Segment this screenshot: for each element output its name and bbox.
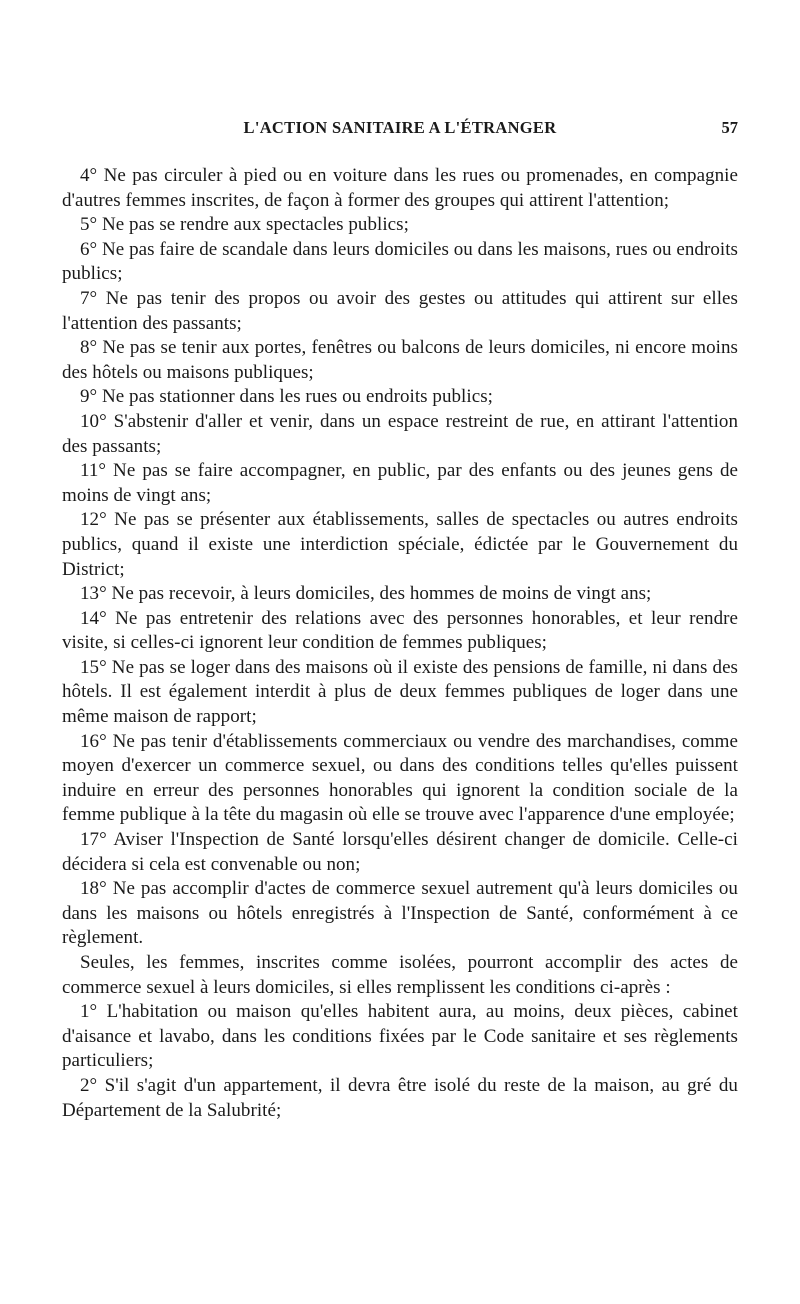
paragraph-rule-15: 15° Ne pas se loger dans des maisons où il existe des pensions de famille, ni dans des hôtels. Il est également interdit à plus de deux femmes publiques de loger dans une même maison de rapport; (62, 656, 738, 728)
paragraph-condition-2: 2° S'il s'agit d'un appartement, il devra être isolé du reste de la maison, au gré du Département de la Salubrité; (62, 1074, 738, 1121)
paragraph-condition-1: 1° L'habitation ou maison qu'elles habitent aura, au moins, deux pièces, cabinet d'aisance et lavabo, dans les conditions fixées par le Code sanitaire et ses règlements particuliers; (62, 1001, 738, 1072)
paragraph-rule-11: 11° Ne pas se faire accompagner, en public, par des enfants ou des jeunes gens de moins de vingt ans; (62, 460, 738, 506)
page-header (62, 118, 738, 144)
paragraph-rule-18: 18° Ne pas accomplir d'actes de commerce sexuel autrement qu'à leurs domiciles ou dans les maisons ou hôtels enregistrés à l'Inspection de Santé, conformément à ce règlement. (62, 878, 738, 949)
paragraph-rule-10: 10° S'abstenir d'aller et venir, dans un espace restreint de rue, en attirant l'attention des passants; (62, 410, 738, 457)
paragraph-isolated-women: Seules, les femmes, inscrites comme isolées, pourront accomplir des actes de commerce sexuel à leurs domiciles, si elles remplissent les conditions ci-après : (62, 952, 738, 998)
running-title: L'ACTION SANITAIRE A L'ÉTRANGER (243, 118, 557, 137)
paragraph-rule-9: 9° Ne pas stationner dans les rues ou endroits publics; (80, 386, 493, 408)
paragraph-rule-17: 17° Aviser l'Inspection de Santé lorsqu'elles désirent changer de domicile. Celle-ci décidera si cela est convenable ou non; (62, 829, 738, 875)
paragraph-rule-12: 12° Ne pas se présenter aux établissements, salles de spectacles ou autres endroits publics, quand il existe une interdiction spéciale, édictée par le Gouvernement du District; (62, 509, 738, 580)
page (62, 118, 738, 1123)
paragraph-rule-6: 6° Ne pas faire de scandale dans leurs domiciles ou dans les maisons, rues ou endroits publics; (62, 238, 738, 285)
body-text (62, 164, 738, 1123)
paragraph-rule-13: 13° Ne pas recevoir, à leurs domiciles, des hommes de moins de vingt ans; (80, 583, 652, 605)
paragraph-rule-5: 5° Ne pas se rendre aux spectacles publics; (80, 214, 409, 236)
paragraph-rule-7: 7° Ne pas tenir des propos ou avoir des gestes ou attitudes qui attirent sur elles l'attention des passants; (62, 287, 738, 334)
paragraph-rule-14: 14° Ne pas entretenir des relations avec des personnes honorables, et leur rendre visite, si celles-ci ignorent leur condition de femmes publiques; (62, 607, 738, 654)
paragraph-rule-4: 4° Ne pas circuler à pied ou en voiture dans les rues ou promenades, en compagnie d'autres femmes inscrites, de façon à former des groupes qui attirent l'attention; (62, 165, 738, 211)
page-number: 57 (721, 118, 738, 137)
paragraph-rule-16: 16° Ne pas tenir d'établissements commerciaux ou vendre des marchandises, comme moyen d'exercer un commerce sexuel, ou dans des conditions telles qu'elles puissent induire en erreur des personnes honorables qui ignorent la condition sociale de la femme publique à la tête du magasin où elle se trouve avec l'apparence d'une employée; (62, 730, 738, 826)
paragraph-rule-8: 8° Ne pas se tenir aux portes, fenêtres ou balcons de leurs domiciles, ni encore moins des hôtels ou maisons publiques; (62, 337, 738, 383)
